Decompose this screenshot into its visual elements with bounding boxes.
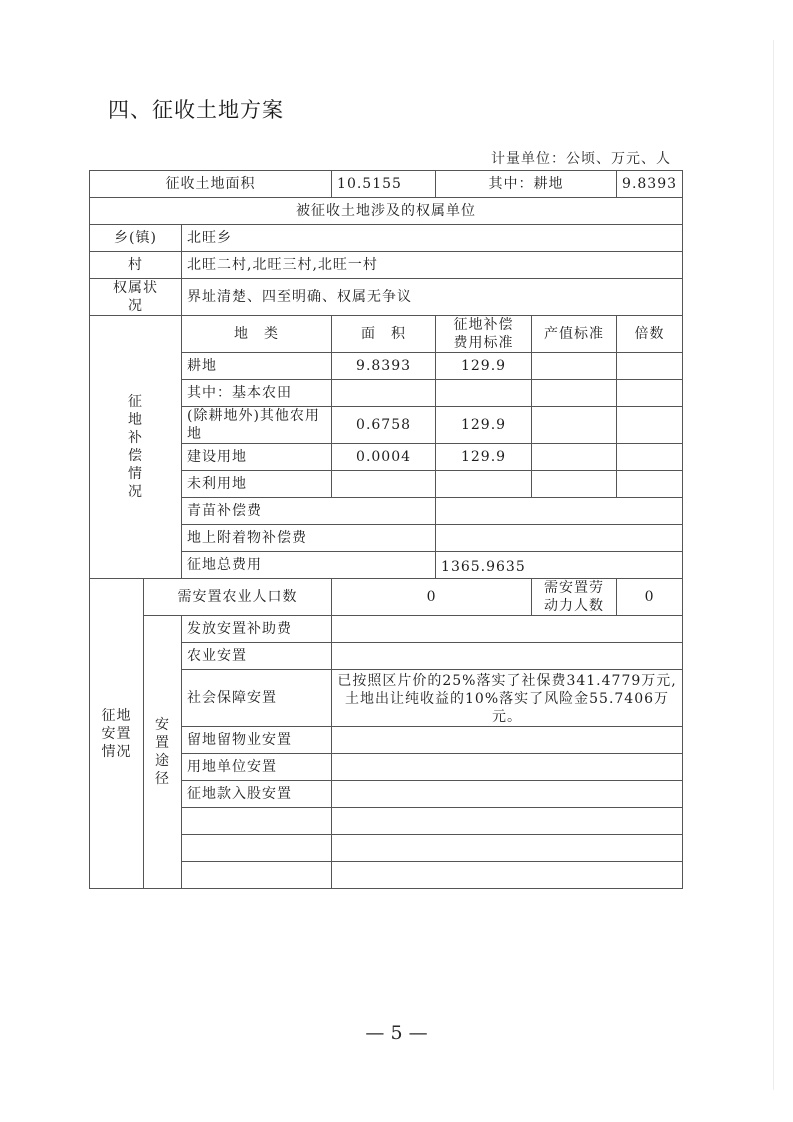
farmland-label: 其中：耕地 [436, 171, 617, 198]
header-area: 面 积 [332, 316, 436, 353]
method-value [332, 862, 683, 889]
compensation-section-label: 征 地 补 偿 情 况 [90, 316, 182, 579]
total-fee-value: 1365.9635 [436, 552, 683, 579]
header-output-standard: 产值标准 [532, 316, 617, 353]
method-label [182, 808, 332, 835]
header-fee-standard: 征地补偿费用标准 [436, 316, 532, 353]
method-value [332, 835, 683, 862]
village-row [90, 252, 683, 279]
method-label: 发放安置补助费 [182, 616, 332, 643]
farmland-value: 9.8393 [617, 171, 683, 198]
method-label: 用地单位安置 [182, 754, 332, 781]
method-value [332, 754, 683, 781]
method-value [332, 643, 683, 670]
labor-value: 0 [617, 579, 683, 616]
township-label: 乡(镇) [90, 225, 182, 252]
page-number: — 5 — [365, 1022, 428, 1044]
fee-standard-cell [436, 471, 532, 498]
land-type-cell: 建设用地 [182, 444, 332, 471]
seedling-fee-label: 青苗补偿费 [182, 498, 436, 525]
land-type-cell: 其中：基本农田 [182, 380, 332, 407]
land-acquisition-table [89, 170, 683, 889]
fee-standard-cell: 129.9 [436, 353, 532, 380]
area-label: 征收土地面积 [90, 171, 332, 198]
method-label: 留地留物业安置 [182, 727, 332, 754]
ownership-status-value: 界址清楚、四至明确、权属无争议 [182, 279, 683, 316]
multiple-cell [617, 380, 683, 407]
method-label: 农业安置 [182, 643, 332, 670]
township-row [90, 225, 683, 252]
land-type-cell: 未利用地 [182, 471, 332, 498]
list-item [90, 616, 683, 643]
method-value [332, 616, 683, 643]
method-label: 征地款入股安置 [182, 781, 332, 808]
multiple-cell [617, 471, 683, 498]
header-land-type: 地 类 [182, 316, 332, 353]
fee-standard-cell [436, 380, 532, 407]
area-cell: 0.6758 [332, 407, 436, 444]
resettlement-population-row [90, 579, 683, 616]
method-value [332, 727, 683, 754]
agri-population-value: 0 [332, 579, 532, 616]
ownership-status-row [90, 279, 683, 316]
seedling-fee-value [436, 498, 683, 525]
compensation-header-row [90, 316, 683, 353]
ownership-title-row [90, 198, 683, 225]
attachment-fee-value [436, 525, 683, 552]
village-value: 北旺二村,北旺三村,北旺一村 [182, 252, 683, 279]
output-standard-cell [532, 444, 617, 471]
unit-note: 计量单位：公顷、万元、人 [491, 151, 671, 167]
output-standard-cell [532, 380, 617, 407]
area-cell [332, 471, 436, 498]
output-standard-cell [532, 353, 617, 380]
ownership-status-label: 权属状况 [90, 279, 182, 316]
land-type-cell: 耕地 [182, 353, 332, 380]
agri-population-label: 需安置农业人口数 [144, 579, 332, 616]
multiple-cell [617, 444, 683, 471]
method-value [332, 808, 683, 835]
multiple-cell [617, 407, 683, 444]
village-label: 村 [90, 252, 182, 279]
fee-standard-cell: 129.9 [436, 407, 532, 444]
area-value: 10.5155 [332, 171, 436, 198]
output-standard-cell [532, 407, 617, 444]
area-cell: 9.8393 [332, 353, 436, 380]
area-cell: 0.0004 [332, 444, 436, 471]
method-label [182, 862, 332, 889]
township-value: 北旺乡 [182, 225, 683, 252]
summary-row [90, 171, 683, 198]
method-value: 已按照区片价的25%落实了社保费341.4779万元,土地出让纯收益的10%落实了风险金55.7406万元。 [332, 670, 683, 727]
scan-edge-line [773, 40, 774, 1090]
section-heading: 四、征收土地方案 [108, 98, 284, 122]
attachment-fee-label: 地上附着物补偿费 [182, 525, 436, 552]
total-fee-label: 征地总费用 [182, 552, 436, 579]
header-multiple: 倍数 [617, 316, 683, 353]
multiple-cell [617, 353, 683, 380]
method-label: 社会保障安置 [182, 670, 332, 727]
method-label [182, 835, 332, 862]
resettlement-section-label: 征地 安置 情况 [90, 579, 144, 889]
area-cell [332, 380, 436, 407]
resettlement-method-label: 安 置 途 径 [144, 616, 182, 889]
labor-label: 需安置劳动力人数 [532, 579, 617, 616]
land-type-cell: (除耕地外)其他农用地 [182, 407, 332, 444]
method-value [332, 781, 683, 808]
output-standard-cell [532, 471, 617, 498]
ownership-section-title: 被征收土地涉及的权属单位 [90, 198, 683, 225]
fee-standard-cell: 129.9 [436, 444, 532, 471]
